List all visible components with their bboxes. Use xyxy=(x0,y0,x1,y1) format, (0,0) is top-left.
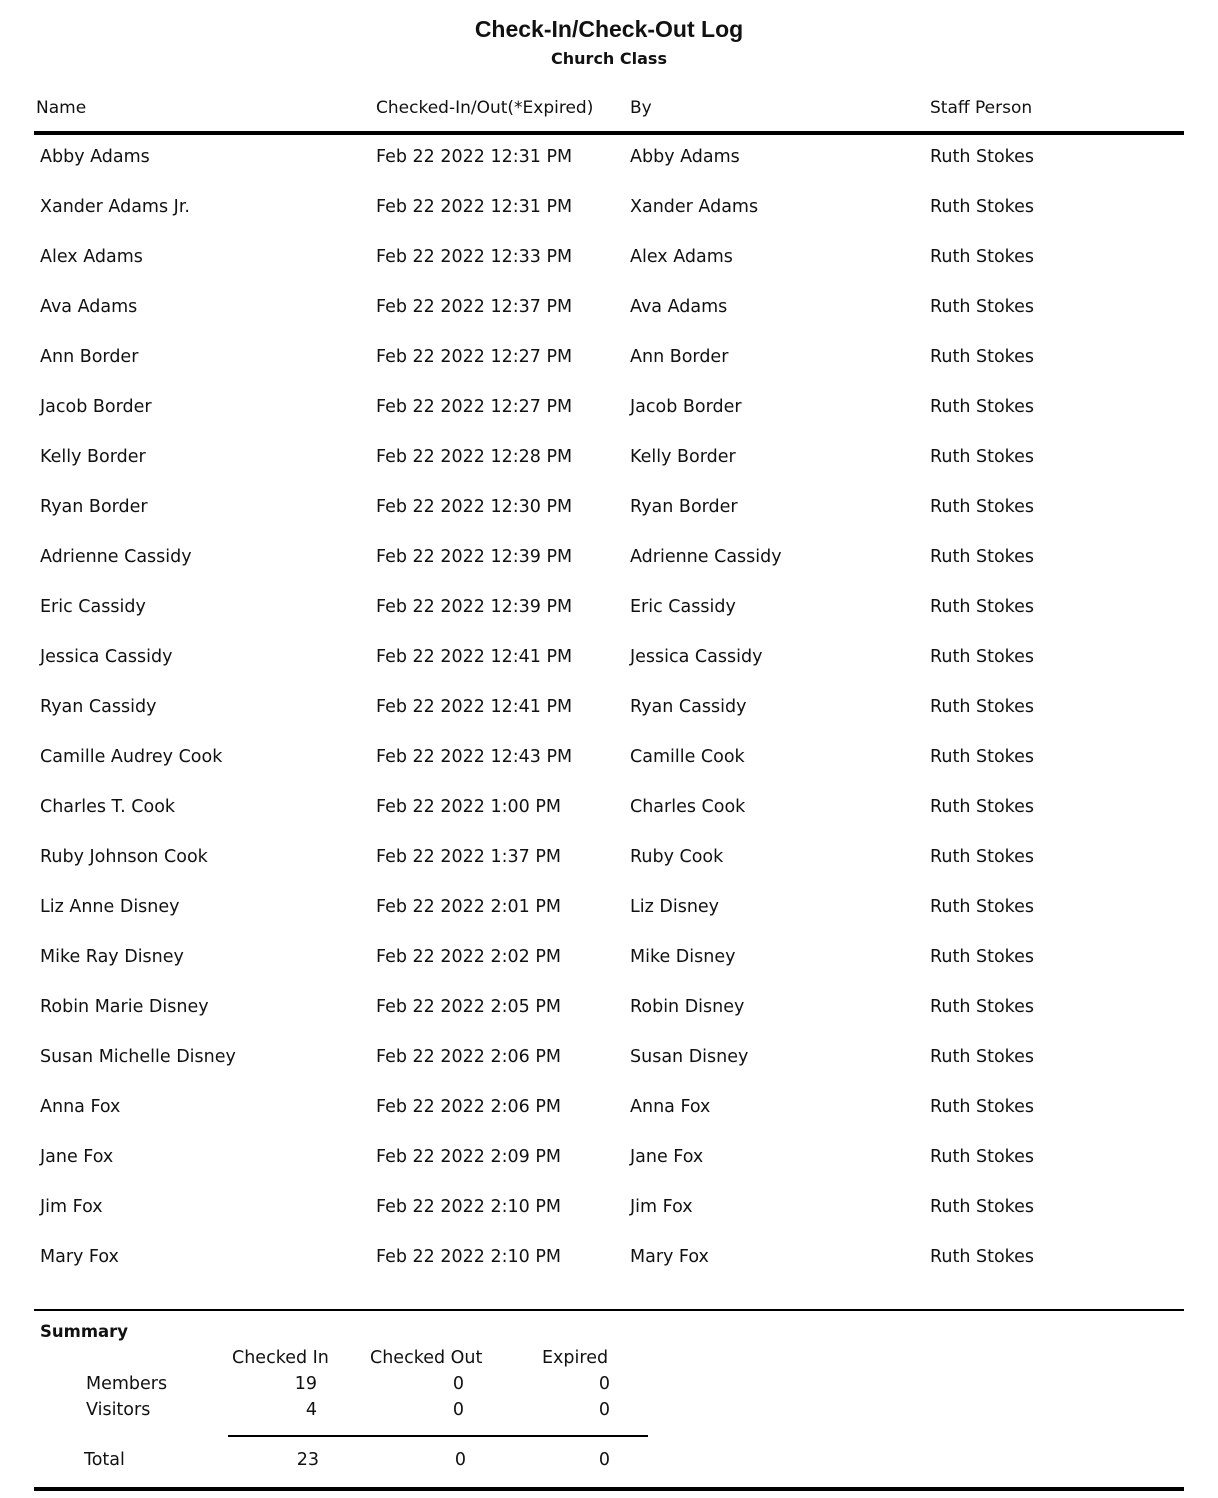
row-by: Ryan Cassidy xyxy=(630,697,747,717)
row-staff-person: Ruth Stokes xyxy=(930,797,1035,817)
column-header-by: By xyxy=(630,98,652,118)
row-checked-time: Feb 22 2022 12:27 PM xyxy=(376,397,573,417)
row-name: Abby Adams xyxy=(40,147,150,167)
row-staff-person: Ruth Stokes xyxy=(930,347,1035,367)
summary-visitors-expired: 0 xyxy=(598,1400,610,1420)
row-name: Ruby Johnson Cook xyxy=(40,847,208,867)
row-checked-time: Feb 22 2022 2:02 PM xyxy=(376,947,561,967)
row-by: Alex Adams xyxy=(630,247,733,267)
row-by: Anna Fox xyxy=(630,1097,711,1117)
summary-divider xyxy=(34,1309,1184,1311)
column-header-time: Checked-In/Out(*Expired) xyxy=(376,98,594,118)
row-by: Ryan Border xyxy=(630,497,738,517)
row-name: Charles T. Cook xyxy=(40,797,176,817)
summary-header-checked-out: Checked Out xyxy=(370,1348,483,1368)
column-header-staff: Staff Person xyxy=(930,98,1033,118)
summary-title: Summary xyxy=(40,1322,129,1341)
row-by: Mike Disney xyxy=(630,947,736,967)
row-by: Xander Adams xyxy=(630,197,759,217)
row-by: Mary Fox xyxy=(630,1247,709,1267)
row-name: Jessica Cassidy xyxy=(40,647,173,667)
table-row xyxy=(0,934,1218,984)
table-row xyxy=(0,534,1218,584)
log-table-body xyxy=(0,134,1218,1284)
summary-total-checked-in: 23 xyxy=(296,1450,319,1470)
table-row xyxy=(0,134,1218,184)
row-name: Kelly Border xyxy=(40,447,146,467)
row-checked-time: Feb 22 2022 2:09 PM xyxy=(376,1147,561,1167)
summary-members-checked-out: 0 xyxy=(452,1374,464,1394)
row-staff-person: Ruth Stokes xyxy=(930,547,1035,567)
row-checked-time: Feb 22 2022 2:06 PM xyxy=(376,1047,561,1067)
row-name: Ann Border xyxy=(40,347,139,367)
row-checked-time: Feb 22 2022 12:37 PM xyxy=(376,297,573,317)
summary-visitors-checked-in: 4 xyxy=(305,1400,317,1420)
row-by: Charles Cook xyxy=(630,797,746,817)
row-by: Ann Border xyxy=(630,347,729,367)
row-name: Alex Adams xyxy=(40,247,143,267)
column-header-name: Name xyxy=(36,98,87,118)
row-staff-person: Ruth Stokes xyxy=(930,1047,1035,1067)
row-checked-time: Feb 22 2022 1:37 PM xyxy=(376,847,561,867)
row-checked-time: Feb 22 2022 12:41 PM xyxy=(376,647,573,667)
row-by: Jacob Border xyxy=(630,397,742,417)
row-by: Ruby Cook xyxy=(630,847,724,867)
row-staff-person: Ruth Stokes xyxy=(930,647,1035,667)
row-by: Jessica Cassidy xyxy=(630,647,763,667)
row-staff-person: Ruth Stokes xyxy=(930,1247,1035,1267)
summary-members-expired: 0 xyxy=(598,1374,610,1394)
table-row xyxy=(0,1234,1218,1284)
summary-members-checked-in: 19 xyxy=(294,1374,317,1394)
row-checked-time: Feb 22 2022 2:01 PM xyxy=(376,897,561,917)
row-staff-person: Ruth Stokes xyxy=(930,747,1035,767)
row-by: Jim Fox xyxy=(630,1197,693,1217)
table-row xyxy=(0,984,1218,1034)
table-row xyxy=(0,434,1218,484)
table-row xyxy=(0,334,1218,384)
row-by: Camille Cook xyxy=(630,747,745,767)
row-staff-person: Ruth Stokes xyxy=(930,397,1035,417)
row-checked-time: Feb 22 2022 12:39 PM xyxy=(376,597,573,617)
report-title: Check-In/Check-Out Log xyxy=(474,16,744,42)
row-staff-person: Ruth Stokes xyxy=(930,497,1035,517)
table-row xyxy=(0,484,1218,534)
summary-total-label: Total xyxy=(84,1450,125,1470)
row-checked-time: Feb 22 2022 12:31 PM xyxy=(376,197,573,217)
row-staff-person: Ruth Stokes xyxy=(930,897,1035,917)
row-by: Robin Disney xyxy=(630,997,745,1017)
table-row xyxy=(0,834,1218,884)
table-row xyxy=(0,584,1218,634)
row-checked-time: Feb 22 2022 2:06 PM xyxy=(376,1097,561,1117)
row-by: Susan Disney xyxy=(630,1047,749,1067)
row-checked-time: Feb 22 2022 12:39 PM xyxy=(376,547,573,567)
table-row xyxy=(0,284,1218,334)
table-row xyxy=(0,784,1218,834)
table-row xyxy=(0,384,1218,434)
row-by: Kelly Border xyxy=(630,447,736,467)
table-row xyxy=(0,684,1218,734)
row-name: Ryan Cassidy xyxy=(40,697,157,717)
row-name: Robin Marie Disney xyxy=(40,997,209,1017)
row-staff-person: Ruth Stokes xyxy=(930,997,1035,1017)
row-staff-person: Ruth Stokes xyxy=(930,197,1035,217)
row-name: Anna Fox xyxy=(40,1097,121,1117)
summary-total-expired: 0 xyxy=(598,1450,610,1470)
row-name: Jim Fox xyxy=(40,1197,103,1217)
row-name: Jane Fox xyxy=(40,1147,114,1167)
table-row xyxy=(0,1134,1218,1184)
row-staff-person: Ruth Stokes xyxy=(930,847,1035,867)
row-by: Liz Disney xyxy=(630,897,720,917)
table-row xyxy=(0,1084,1218,1134)
row-checked-time: Feb 22 2022 12:27 PM xyxy=(376,347,573,367)
row-checked-time: Feb 22 2022 2:10 PM xyxy=(376,1247,561,1267)
row-name: Eric Cassidy xyxy=(40,597,146,617)
row-name: Ava Adams xyxy=(40,297,138,317)
row-checked-time: Feb 22 2022 12:28 PM xyxy=(376,447,573,467)
summary-header-checked-in: Checked In xyxy=(232,1348,329,1368)
row-name: Adrienne Cassidy xyxy=(40,547,192,567)
row-name: Ryan Border xyxy=(40,497,148,517)
row-checked-time: Feb 22 2022 2:10 PM xyxy=(376,1197,561,1217)
row-staff-person: Ruth Stokes xyxy=(930,297,1035,317)
row-checked-time: Feb 22 2022 12:43 PM xyxy=(376,747,573,767)
row-staff-person: Ruth Stokes xyxy=(930,247,1035,267)
report-subtitle: Church Class xyxy=(551,49,667,68)
table-row xyxy=(0,1034,1218,1084)
page-bottom-divider xyxy=(34,1487,1184,1491)
row-checked-time: Feb 22 2022 2:05 PM xyxy=(376,997,561,1017)
table-row xyxy=(0,234,1218,284)
summary-total-divider xyxy=(228,1435,648,1437)
row-by: Adrienne Cassidy xyxy=(630,547,782,567)
row-staff-person: Ruth Stokes xyxy=(930,947,1035,967)
row-by: Jane Fox xyxy=(630,1147,704,1167)
table-row xyxy=(0,734,1218,784)
summary-total-checked-out: 0 xyxy=(454,1450,466,1470)
row-name: Mary Fox xyxy=(40,1247,119,1267)
table-row xyxy=(0,1184,1218,1234)
row-by: Ava Adams xyxy=(630,297,728,317)
row-checked-time: Feb 22 2022 12:41 PM xyxy=(376,697,573,717)
row-name: Xander Adams Jr. xyxy=(40,197,190,217)
table-row xyxy=(0,884,1218,934)
summary-visitors-label: Visitors xyxy=(86,1400,151,1420)
table-row xyxy=(0,184,1218,234)
row-staff-person: Ruth Stokes xyxy=(930,447,1035,467)
row-staff-person: Ruth Stokes xyxy=(930,1147,1035,1167)
row-checked-time: Feb 22 2022 12:33 PM xyxy=(376,247,573,267)
summary-header-expired: Expired xyxy=(542,1348,609,1368)
summary-visitors-checked-out: 0 xyxy=(452,1400,464,1420)
row-name: Susan Michelle Disney xyxy=(40,1047,236,1067)
row-name: Mike Ray Disney xyxy=(40,947,184,967)
row-checked-time: Feb 22 2022 12:30 PM xyxy=(376,497,573,517)
row-staff-person: Ruth Stokes xyxy=(930,1197,1035,1217)
table-row xyxy=(0,634,1218,684)
row-checked-time: Feb 22 2022 1:00 PM xyxy=(376,797,561,817)
row-checked-time: Feb 22 2022 12:31 PM xyxy=(376,147,573,167)
row-staff-person: Ruth Stokes xyxy=(930,147,1035,167)
row-staff-person: Ruth Stokes xyxy=(930,597,1035,617)
row-name: Jacob Border xyxy=(40,397,152,417)
row-name: Camille Audrey Cook xyxy=(40,747,223,767)
row-by: Abby Adams xyxy=(630,147,740,167)
row-by: Eric Cassidy xyxy=(630,597,736,617)
row-staff-person: Ruth Stokes xyxy=(930,1097,1035,1117)
row-staff-person: Ruth Stokes xyxy=(930,697,1035,717)
row-name: Liz Anne Disney xyxy=(40,897,180,917)
summary-members-label: Members xyxy=(86,1374,168,1394)
